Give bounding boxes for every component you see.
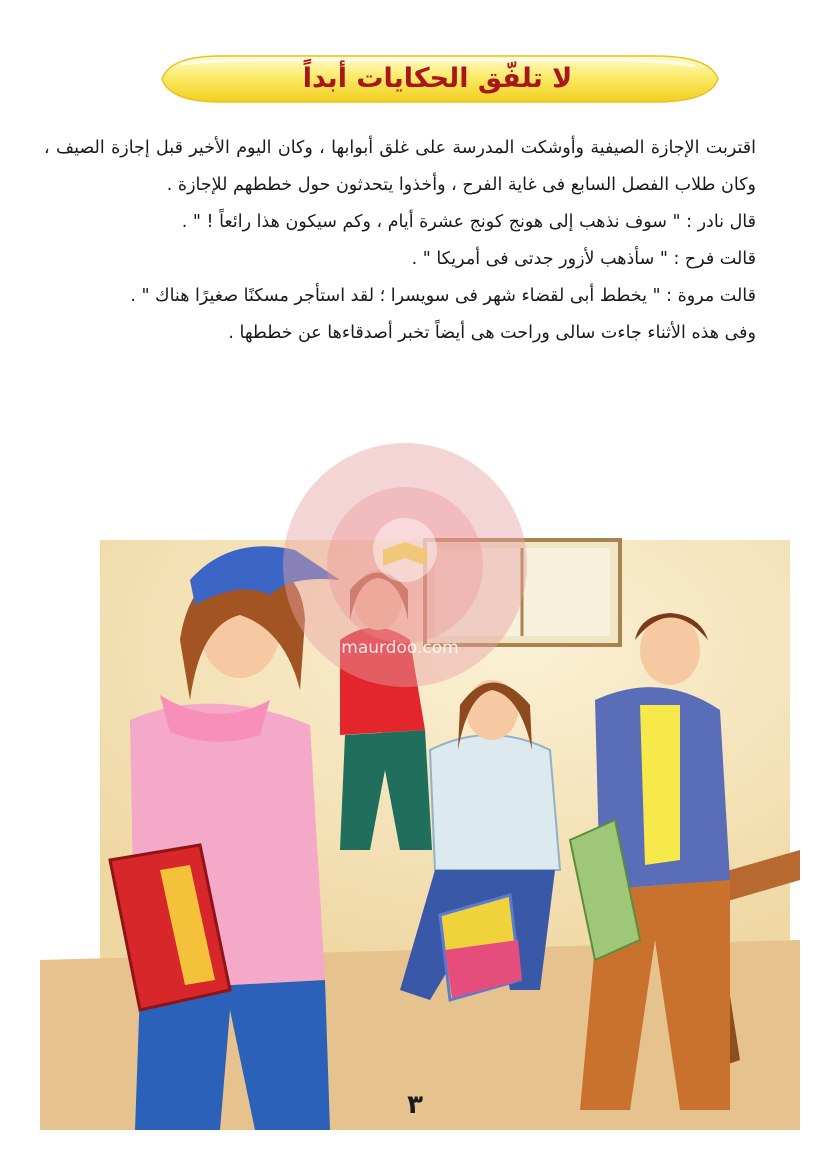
title-banner <box>150 52 725 106</box>
paragraph-intro: اقتربت الإجازة الصيفية وأوشكت المدرسة على غلق أبوابها ، وكان اليوم الأخير قبل إجازة الصيف ، وكان طلاب الفصل السابع فى غاية الفرح ، وأخذوا يتحدثون حول خططهم للإجازة . <box>44 138 756 195</box>
watermark-text: maurdoo.com <box>341 638 459 658</box>
paragraph-sally: وفى هذه الأثناء جاءت سالى وراحت هى أيضاً تخبر أصدقاءها عن خططها . <box>228 323 756 343</box>
paragraph-farah: قالت فرح : " سأذهب لأزور جدتى فى أمريكا " . <box>411 249 756 269</box>
paragraph-nader: قال نادر : " سوف نذهب إلى هونج كونج عشرة أيام ، وكم سيكون هذا رائعاً ! " . <box>181 212 756 232</box>
story-text <box>44 130 786 352</box>
page-title: لا تلفّق الحكايات أبداً <box>302 63 573 94</box>
page-number: ٣ <box>407 1090 423 1120</box>
paragraph-marwa: قالت مروة : " يخطط أبى لقضاء شهر فى سويسرا ؛ لقد استأجر مسكنًا صغيرًا هناك " . <box>130 286 756 306</box>
